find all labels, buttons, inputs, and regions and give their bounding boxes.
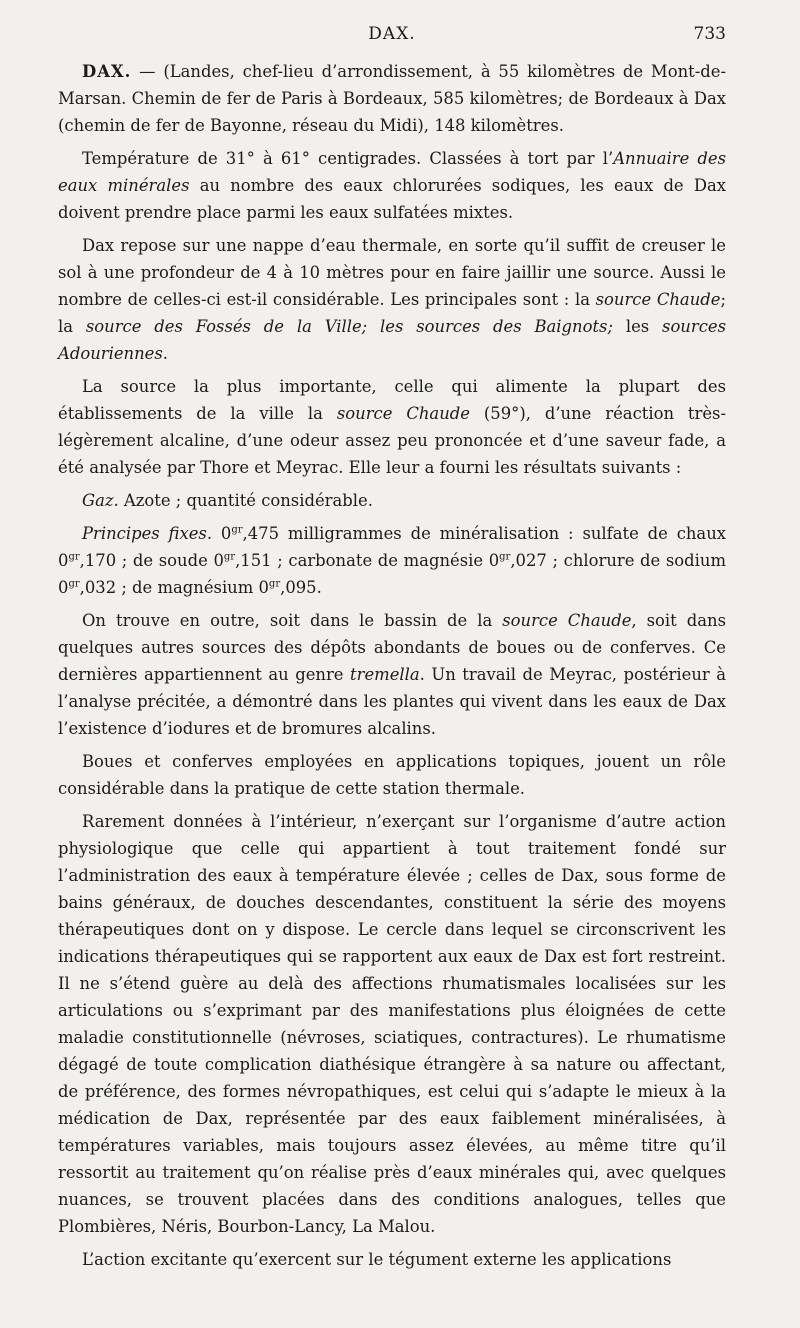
unit-superscript: gr xyxy=(68,578,80,590)
entry-title: DAX. xyxy=(82,62,132,81)
paragraph-therapeutique: Rarement données à l’intérieur, n’exerçant sur l’organisme d’autre action physiologique que celle qui appartient à tout traitement fondé sur l’administration des eaux à température élevée ; celles de Dax, sous forme de bains généraux, de douches descendantes, constituent la série des moyens thérapeutiques dont on y dispose. Le cercle dans lequel se circonscrivent les indications thérapeutiques qui se rapportent aux eaux de Dax est fort restreint. Il ne s’étend guère au delà des affections rhumatismales localisées sur les articulations ou s’exprimant par des manifestations plus éloignées de cette maladie constitutionnelle (névroses, sciatiques, contractures). Le rhumatisme dégagé de toute complication diathésique étrangère à sa nature ou affectant, de préférence, des formes névropathiques, est celui qui s’adapte le mieux à la médication de Dax, représentée par des eaux faiblement minéralisées, à températures variables, mais toujours assez élevées, au même titre qu’il ressortit au traitement qu’on réalise près d’eaux minérales qui, avec quelques nuances, se trouvent placées dans des conditions analogues, telles que Plombières, Néris, Bourbon-Lancy, La Malou. xyxy=(58,812,726,1236)
paragraph-text: ,170 ; de soude 0 xyxy=(79,551,224,570)
paragraph-gaz xyxy=(58,487,726,514)
paragraph-text: au nombre des eaux chlorurées sodiques, les eaux de Dax doivent prendre place parmi les eaux sulfatées mixtes. xyxy=(58,176,726,222)
unit-superscript: gr xyxy=(231,524,243,536)
italic-text: Principes fixes. xyxy=(82,524,213,543)
article-body xyxy=(58,58,726,1279)
paragraph-applications: Boues et conferves employées en applications topiques, jouent un rôle considérable dans la pratique de cette station thermale. xyxy=(58,752,726,798)
paragraph-source-chaude xyxy=(58,373,726,481)
paragraph-text: Température de 31° à 61° centigrades. Classées à tort par l’ xyxy=(82,149,614,168)
unit-superscript: gr xyxy=(268,578,281,590)
italic-text: Annuaire des eaux minérales xyxy=(58,149,726,195)
paragraph-text: Dax repose sur une nappe d’eau thermale, en sorte qu’il suffit de creuser le sol à une profondeur de 4 à 10 mètres pour en faire jaillir une source. Aussi le nombre de celles-ci est-il considérable. Les principales sont : la xyxy=(58,236,726,309)
unit-superscript: gr xyxy=(499,551,511,563)
paragraph-principes-fixes xyxy=(58,520,726,601)
paragraph-sources xyxy=(58,232,726,367)
running-title: DAX. xyxy=(368,24,416,44)
paragraph-boues xyxy=(58,607,726,742)
paragraph-text: ,027 ; chlorure de sodium 0 xyxy=(58,551,727,597)
unit-superscript: gr xyxy=(68,551,80,563)
paragraph-intro xyxy=(58,58,726,139)
page-number: 733 xyxy=(693,24,726,44)
paragraph-text: La source la plus importante, celle qui alimente la plupart des établissements de la ville la xyxy=(58,377,726,423)
paragraph-text: les xyxy=(612,317,663,336)
italic-text: source Chaude xyxy=(336,404,470,423)
paragraph-text: , soit dans quelques autres sources des dépôts abondants de boues ou de conferves. Ce dernières appartiennent au genre xyxy=(58,611,726,684)
paragraph-text: ,151 ; carbonate de magnésie 0 xyxy=(235,551,500,570)
italic-text: tremella xyxy=(350,665,420,684)
paragraph-text: — (Landes, chef-lieu d’arrondissement, à 55 kilomètres de Mont-de-Marsan. Chemin de fer de Paris à Bordeaux, 585 kilomètres; de Bordeaux à Dax (chemin de fer de Bayonne, réseau du Midi), 148 kilomètres. xyxy=(58,62,726,135)
italic-text: source des Fossés de la Ville; les sources des Baignots; xyxy=(85,317,613,336)
paragraph-text: 0 xyxy=(212,524,232,543)
italic-text: source Chaude xyxy=(595,290,721,309)
italic-text: Gaz. xyxy=(82,491,119,510)
paragraph-text: On trouve en outre, soit dans le bassin de la xyxy=(82,611,503,630)
paragraph-text: Azote ; quantité considérable. xyxy=(118,491,373,510)
paragraph-action-excitante: L’action excitante qu’exercent sur le tégument externe les applications xyxy=(82,1250,672,1269)
paragraph-text: . xyxy=(162,344,168,363)
paragraph-temperature xyxy=(58,145,726,226)
paragraph-text: (59°), d’une réaction très-légèrement alcaline, d’une odeur assez peu prononcée et d’une saveur fade, a été analysée par Thore et Meyrac. Elle leur a fourni les résultats suivants : xyxy=(58,404,727,477)
unit-superscript: gr xyxy=(223,551,236,563)
italic-text: source Chaude xyxy=(502,611,632,630)
paragraph-text: ,475 milligrammes de minéralisation : sulfate de chaux 0 xyxy=(58,524,727,570)
paragraph-text: ; la xyxy=(58,290,726,336)
paragraph-text: ,095. xyxy=(280,578,322,597)
paragraph-text: ,032 ; de magnésium 0 xyxy=(79,578,269,597)
paragraph-text: . Un travail de Meyrac, postérieur à l’analyse précitée, a démontré dans les plantes qui vivent dans les eaux de Dax l’existence d’iodures et de bromures alcalins. xyxy=(58,665,727,738)
italic-text: sources Adouriennes xyxy=(58,317,726,363)
running-header xyxy=(58,24,726,48)
